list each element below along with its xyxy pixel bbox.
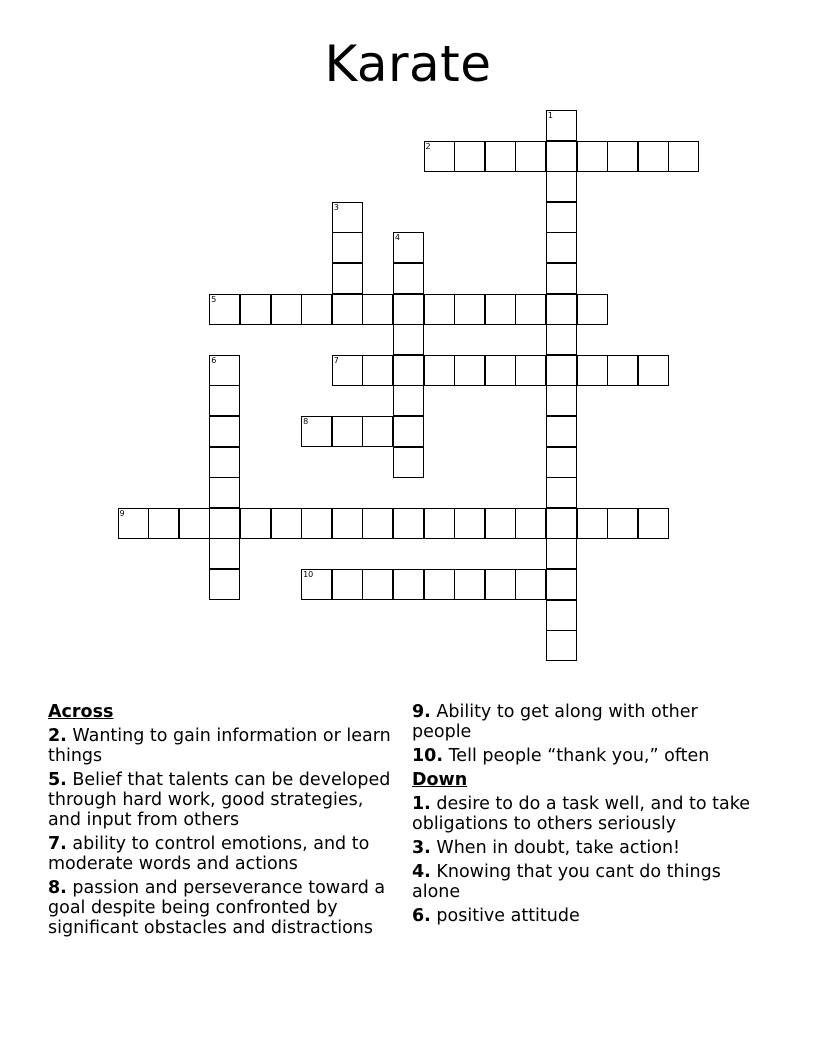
grid-cell[interactable] — [393, 385, 424, 416]
clue-across-9: 9. Ability to get along with other people — [412, 702, 698, 742]
grid-cell[interactable] — [362, 355, 393, 386]
clues-column-left — [48, 702, 398, 942]
grid-cell[interactable] — [209, 416, 240, 447]
grid-cell-5[interactable] — [209, 294, 240, 325]
down-heading: Down — [412, 770, 468, 790]
grid-cell[interactable] — [546, 477, 577, 508]
grid-cell-10[interactable] — [301, 569, 332, 600]
grid-cell[interactable] — [577, 141, 608, 172]
grid-cell[interactable] — [148, 508, 179, 539]
clue-across-7: 7. ability to control emotions, and to moderate words and actions — [48, 834, 370, 874]
clue-down-4: 4. Knowing that you cant do things alone — [412, 862, 721, 902]
clue-across-5: 5. Belief that talents can be developed through hard work, good strategies, and input from others — [48, 770, 391, 830]
grid-cell[interactable] — [209, 447, 240, 478]
grid-cell[interactable] — [515, 569, 546, 600]
grid-cell[interactable] — [424, 569, 455, 600]
clue-down-3: 3. When in doubt, take action! — [412, 838, 681, 858]
grid-cell[interactable] — [546, 385, 577, 416]
grid-cell[interactable] — [454, 141, 485, 172]
grid-cell-9[interactable] — [118, 508, 149, 539]
grid-cell[interactable] — [240, 508, 271, 539]
grid-cell[interactable] — [271, 508, 302, 539]
grid-cell[interactable] — [515, 141, 546, 172]
grid-cell[interactable] — [393, 324, 424, 355]
grid-cell[interactable] — [454, 355, 485, 386]
grid-cell[interactable] — [546, 569, 577, 600]
grid-cell[interactable] — [393, 294, 424, 325]
clue-number-label: 4 — [394, 233, 400, 243]
clue-across-8: 8. passion and perseverance toward a goal despite being confronted by significant obstacles and distractions — [48, 878, 386, 938]
grid-cell[interactable] — [546, 416, 577, 447]
grid-cell[interactable] — [332, 232, 363, 263]
grid-cell[interactable] — [393, 416, 424, 447]
clue-number-label: 9 — [119, 508, 125, 518]
grid-cell[interactable] — [454, 294, 485, 325]
grid-cell-2[interactable] — [424, 141, 455, 172]
grid-cell[interactable] — [362, 508, 393, 539]
grid-cell[interactable] — [240, 294, 271, 325]
grid-cell[interactable] — [546, 447, 577, 478]
grid-cell[interactable] — [332, 508, 363, 539]
grid-cell[interactable] — [515, 355, 546, 386]
grid-cell[interactable] — [393, 355, 424, 386]
grid-cell[interactable] — [638, 508, 669, 539]
grid-cell[interactable] — [362, 569, 393, 600]
grid-cell[interactable] — [209, 477, 240, 508]
grid-cell[interactable] — [546, 294, 577, 325]
grid-cell[interactable] — [271, 294, 302, 325]
grid-cell[interactable] — [209, 569, 240, 600]
grid-cell[interactable] — [301, 508, 332, 539]
grid-cell[interactable] — [607, 508, 638, 539]
grid-cell[interactable] — [546, 600, 577, 631]
grid-cell[interactable] — [546, 232, 577, 263]
clue-number-label: 2 — [425, 141, 431, 151]
grid-cell[interactable] — [332, 294, 363, 325]
across-heading: Across — [48, 702, 114, 722]
grid-cell[interactable] — [546, 508, 577, 539]
grid-cell[interactable] — [546, 171, 577, 202]
grid-cell[interactable] — [424, 508, 455, 539]
grid-cell[interactable] — [546, 141, 577, 172]
grid-cell[interactable] — [454, 569, 485, 600]
grid-cell[interactable] — [424, 355, 455, 386]
grid-cell[interactable] — [638, 141, 669, 172]
grid-cell[interactable] — [362, 416, 393, 447]
clue-down-1: 1. desire to do a task well, and to take obligations to others seriously — [412, 794, 751, 834]
grid-cell[interactable] — [393, 263, 424, 294]
grid-cell-4[interactable] — [393, 232, 424, 263]
grid-cell[interactable] — [393, 569, 424, 600]
grid-cell[interactable] — [332, 416, 363, 447]
grid-cell[interactable] — [577, 355, 608, 386]
grid-cell[interactable] — [485, 294, 516, 325]
grid-cell[interactable] — [393, 447, 424, 478]
grid-cell[interactable] — [454, 508, 485, 539]
clue-number-label: 3 — [333, 202, 339, 212]
grid-cell[interactable] — [546, 630, 577, 661]
grid-cell[interactable] — [515, 508, 546, 539]
grid-cell[interactable] — [546, 324, 577, 355]
grid-cell[interactable] — [393, 508, 424, 539]
puzzle-title: Karate — [324, 35, 492, 93]
grid-cell[interactable] — [607, 141, 638, 172]
grid-cell[interactable] — [607, 355, 638, 386]
grid-cell[interactable] — [332, 569, 363, 600]
clue-across-10: 10. Tell people “thank you,” often — [412, 746, 710, 766]
grid-cell[interactable] — [332, 263, 363, 294]
clue-number-label: 1 — [547, 111, 553, 120]
grid-cell[interactable] — [546, 263, 577, 294]
grid-cell-3[interactable] — [332, 202, 363, 233]
grid-cell-6[interactable] — [209, 355, 240, 386]
grid-cell[interactable] — [546, 538, 577, 569]
grid-cell[interactable] — [424, 294, 455, 325]
clues-column-right — [412, 702, 752, 930]
grid-cell[interactable] — [179, 508, 210, 539]
grid-cell[interactable] — [546, 202, 577, 233]
grid-cell[interactable] — [577, 294, 608, 325]
grid-cell[interactable] — [301, 294, 332, 325]
grid-cell[interactable] — [515, 294, 546, 325]
clue-across-2: 2. Wanting to gain information or learn things — [48, 726, 391, 766]
grid-cell[interactable] — [485, 141, 516, 172]
grid-cell[interactable] — [638, 355, 669, 386]
grid-cell[interactable] — [485, 569, 516, 600]
grid-cell[interactable] — [577, 508, 608, 539]
clue-down-6: 6. positive attitude — [412, 906, 580, 926]
grid-cell[interactable] — [546, 355, 577, 386]
grid-cell-1[interactable] — [546, 110, 577, 141]
clue-number-label: 6 — [211, 355, 217, 365]
grid-cell[interactable] — [209, 508, 240, 539]
grid-cell[interactable] — [362, 294, 393, 325]
grid-cell-8[interactable] — [301, 416, 332, 447]
grid-cell-7[interactable] — [332, 355, 363, 386]
grid-cell[interactable] — [485, 355, 516, 386]
grid-cell[interactable] — [668, 141, 699, 172]
clue-number-label: 5 — [211, 294, 217, 304]
grid-cell[interactable] — [485, 508, 516, 539]
clue-number-label: 10 — [303, 570, 314, 579]
grid-cell[interactable] — [209, 385, 240, 416]
clue-number-label: 8 — [303, 417, 309, 426]
clue-number-label: 7 — [333, 355, 339, 365]
grid-cell[interactable] — [209, 538, 240, 569]
